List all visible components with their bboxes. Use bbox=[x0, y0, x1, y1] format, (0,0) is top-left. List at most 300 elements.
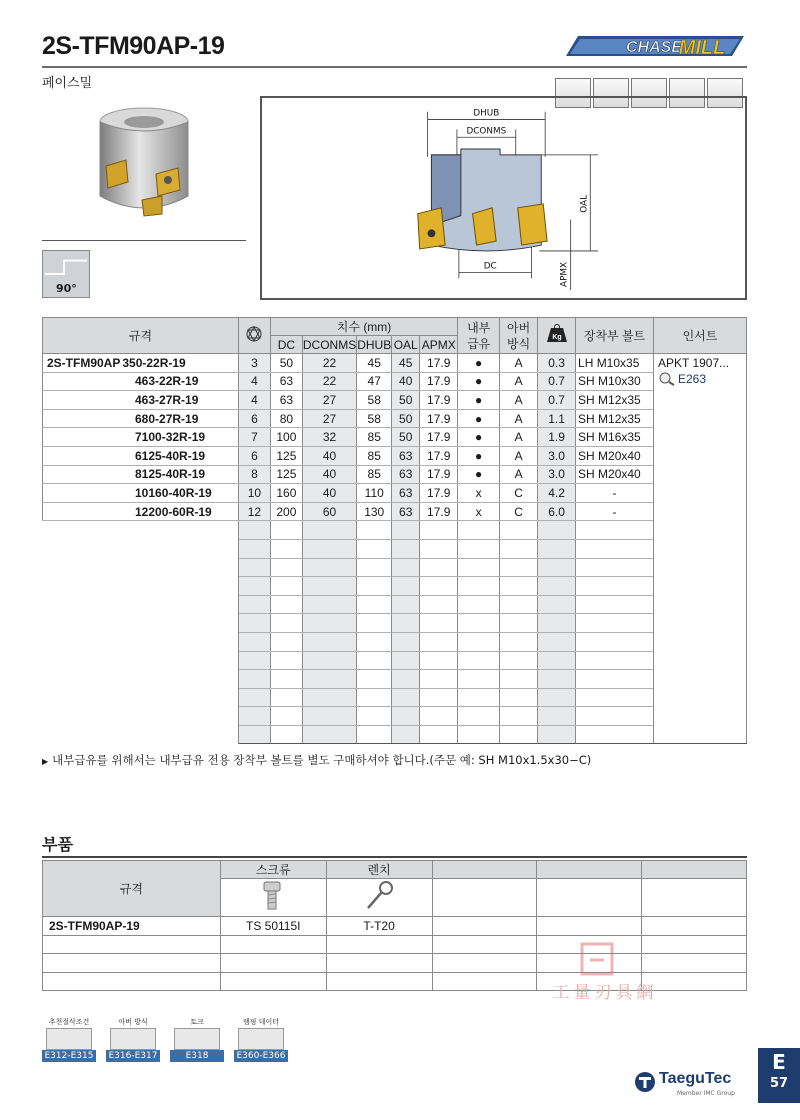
dconms-cell: 40 bbox=[302, 465, 356, 484]
coolant-cell: ● bbox=[458, 428, 500, 447]
z-cell: 3 bbox=[238, 354, 270, 373]
kg-cell: 1.9 bbox=[538, 428, 576, 447]
flutes-header bbox=[238, 318, 270, 354]
dconms-cell bbox=[302, 558, 356, 577]
reference-item[interactable] bbox=[42, 1016, 96, 1062]
arbor-cell: A bbox=[500, 354, 538, 373]
weight-header bbox=[538, 318, 576, 354]
insert-ref-link[interactable] bbox=[658, 372, 744, 386]
coolant-cell: ● bbox=[458, 391, 500, 410]
coolant-note-text: 내부급유를 위해서는 내부급유 전용 장착부 볼트를 별도 구매하셔야 합니다.(주문 예: SH M10x1.5x30−C) bbox=[52, 753, 592, 767]
photo-divider bbox=[42, 240, 246, 241]
spec-cell bbox=[43, 539, 239, 558]
coolant-cell bbox=[458, 614, 500, 633]
z-cell bbox=[238, 521, 270, 540]
bolt-header: 장착부 볼트 bbox=[576, 318, 654, 354]
coolant-cell: ● bbox=[458, 354, 500, 373]
spec-header: 규격 bbox=[43, 318, 239, 354]
table-row bbox=[43, 465, 747, 484]
arbor-cell bbox=[500, 595, 538, 614]
table-row-empty bbox=[43, 651, 747, 670]
oal-cell: 40 bbox=[392, 372, 420, 391]
oal-cell: 45 bbox=[392, 354, 420, 373]
table-row bbox=[43, 354, 747, 373]
dc-cell bbox=[270, 577, 302, 596]
kg-cell: 3.0 bbox=[538, 465, 576, 484]
kg-cell: 3.0 bbox=[538, 446, 576, 465]
z-cell bbox=[238, 688, 270, 707]
apmx-cell bbox=[420, 614, 458, 633]
oal-cell bbox=[392, 688, 420, 707]
dc-cell bbox=[270, 558, 302, 577]
z-cell: 8 bbox=[238, 465, 270, 484]
coolant-cell bbox=[458, 558, 500, 577]
dc-cell: 80 bbox=[270, 409, 302, 428]
dc-cell: 50 bbox=[270, 354, 302, 373]
diagram-apmx-label: APMX bbox=[559, 261, 570, 287]
bolt-cell bbox=[576, 521, 654, 540]
dhub-cell: 110 bbox=[357, 484, 392, 503]
arbor-cell bbox=[500, 632, 538, 651]
screw-icon bbox=[258, 880, 288, 912]
bolt-cell: SH M16x35 bbox=[576, 428, 654, 447]
apmx-cell: 17.9 bbox=[420, 428, 458, 447]
apmx-cell bbox=[420, 577, 458, 596]
arbor-cell bbox=[500, 558, 538, 577]
kg-cell bbox=[538, 707, 576, 726]
dc-cell: 100 bbox=[270, 428, 302, 447]
apmx-cell bbox=[420, 595, 458, 614]
dc-cell: 125 bbox=[270, 446, 302, 465]
coolant-cell: x bbox=[458, 484, 500, 503]
arbor-cell: A bbox=[500, 391, 538, 410]
oal-cell: 50 bbox=[392, 409, 420, 428]
tool-code: 463-22R-19 bbox=[135, 374, 199, 389]
spec-cell bbox=[43, 632, 239, 651]
coolant-cell bbox=[458, 725, 500, 744]
dhub-cell bbox=[357, 577, 392, 596]
dconms-cell bbox=[302, 707, 356, 726]
bolt-cell bbox=[576, 632, 654, 651]
arbor-cell: A bbox=[500, 372, 538, 391]
insert-cell bbox=[653, 354, 746, 744]
dc-cell bbox=[270, 725, 302, 744]
reference-icon bbox=[238, 1028, 284, 1050]
section-letter: E bbox=[772, 1050, 786, 1074]
wrench-icon bbox=[362, 880, 396, 912]
insert-ref: E263 bbox=[677, 372, 707, 386]
oal-cell bbox=[392, 651, 420, 670]
kg-cell bbox=[538, 651, 576, 670]
dc-cell bbox=[270, 539, 302, 558]
kg-cell: 6.0 bbox=[538, 502, 576, 521]
kg-cell: 0.7 bbox=[538, 391, 576, 410]
dc-cell: 63 bbox=[270, 391, 302, 410]
dhub-cell bbox=[357, 670, 392, 689]
kg-cell bbox=[538, 521, 576, 540]
z-cell: 10 bbox=[238, 484, 270, 503]
dhub-cell bbox=[357, 707, 392, 726]
coolant-cell bbox=[458, 670, 500, 689]
spec-cell bbox=[43, 614, 239, 633]
coolant-cell bbox=[458, 577, 500, 596]
z-cell bbox=[238, 707, 270, 726]
oal-cell bbox=[392, 707, 420, 726]
spec-cell bbox=[43, 428, 239, 447]
oal-cell bbox=[392, 670, 420, 689]
screw-image bbox=[220, 879, 326, 917]
dc-cell bbox=[270, 707, 302, 726]
kg-cell: 0.7 bbox=[538, 372, 576, 391]
dc-cell bbox=[270, 651, 302, 670]
svg-text:MILL: MILL bbox=[678, 37, 726, 59]
table-row bbox=[43, 484, 747, 503]
page-number: 57 bbox=[769, 1076, 789, 1091]
table-row-empty bbox=[43, 614, 747, 633]
dhub-cell: 130 bbox=[357, 502, 392, 521]
oal-header: OAL bbox=[393, 337, 418, 352]
z-cell: 6 bbox=[238, 409, 270, 428]
reference-pages: E312-E315 bbox=[42, 1050, 96, 1062]
z-cell bbox=[238, 595, 270, 614]
arbor-cell bbox=[500, 614, 538, 633]
dconms-cell: 22 bbox=[302, 372, 356, 391]
wrench-image bbox=[326, 879, 432, 917]
arbor-cell: A bbox=[500, 446, 538, 465]
apmx-cell bbox=[420, 670, 458, 689]
page-subtitle: 페이스밀 bbox=[42, 76, 93, 91]
dc-cell bbox=[270, 521, 302, 540]
table-row-empty bbox=[43, 670, 747, 689]
kg-cell bbox=[538, 614, 576, 633]
kg-cell bbox=[538, 577, 576, 596]
weight-icon bbox=[545, 324, 569, 344]
apmx-cell: 17.9 bbox=[420, 502, 458, 521]
bolt-cell: SH M12x35 bbox=[576, 391, 654, 410]
arbor-cell: A bbox=[500, 428, 538, 447]
coolant-cell bbox=[458, 651, 500, 670]
wrench-header: 렌치 bbox=[326, 861, 432, 879]
bolt-cell: - bbox=[576, 502, 654, 521]
arbor-cell: A bbox=[500, 409, 538, 428]
table-row-empty bbox=[43, 707, 747, 726]
table-row-empty bbox=[43, 539, 747, 558]
bolt-cell bbox=[576, 707, 654, 726]
magnifier-icon bbox=[658, 372, 676, 386]
reference-icon bbox=[110, 1028, 156, 1050]
oal-cell bbox=[392, 595, 420, 614]
svg-text:CHASE: CHASE bbox=[625, 39, 683, 56]
dc-cell bbox=[270, 670, 302, 689]
dhub-cell bbox=[357, 632, 392, 651]
kg-cell bbox=[538, 688, 576, 707]
spec-cell bbox=[43, 484, 239, 503]
reference-item[interactable] bbox=[234, 1016, 288, 1062]
tool-code: 463-27R-19 bbox=[135, 392, 199, 407]
coolant-note: ▶ 내부급유를 위해서는 내부급유 전용 장착부 볼트를 별도 구매하셔야 합니다.(주문 예: SH M10x1.5x30−C) bbox=[42, 753, 592, 767]
kg-cell bbox=[538, 595, 576, 614]
coolant-header: 내부 급유 bbox=[458, 318, 500, 354]
z-cell: 4 bbox=[238, 391, 270, 410]
oal-cell: 50 bbox=[392, 428, 420, 447]
table-row bbox=[43, 428, 747, 447]
spec-cell bbox=[43, 465, 239, 484]
kg-cell bbox=[538, 632, 576, 651]
arbor-cell bbox=[500, 688, 538, 707]
diagram-dhub-label: DHUB bbox=[473, 108, 500, 119]
angle-label: 90° bbox=[56, 282, 77, 295]
flutes-icon bbox=[244, 324, 264, 344]
spec-cell bbox=[43, 670, 239, 689]
dhub-cell bbox=[357, 595, 392, 614]
dhub-cell bbox=[357, 558, 392, 577]
table-row-empty bbox=[43, 595, 747, 614]
tool-code: 10160-40R-19 bbox=[135, 485, 212, 500]
tool-code: 350-22R-19 bbox=[122, 355, 186, 370]
diagram-dc-label: DC bbox=[483, 261, 497, 272]
bolt-cell: SH M10x30 bbox=[576, 372, 654, 391]
coolant-cell: ● bbox=[458, 372, 500, 391]
apmx-cell bbox=[420, 707, 458, 726]
bolt-cell bbox=[576, 614, 654, 633]
kg-cell: 4.2 bbox=[538, 484, 576, 503]
spec-cell bbox=[43, 446, 239, 465]
reference-item[interactable] bbox=[106, 1016, 160, 1062]
reference-caption: 램핑 데이터 bbox=[242, 1018, 280, 1026]
watermark-text: 工量刃具網 bbox=[552, 983, 658, 1003]
oal-cell bbox=[392, 539, 420, 558]
apmx-cell: 17.9 bbox=[420, 484, 458, 503]
reference-pages: E360-E366 bbox=[234, 1050, 288, 1062]
kg-cell bbox=[538, 558, 576, 577]
apmx-cell: 17.9 bbox=[420, 446, 458, 465]
spec-cell bbox=[43, 409, 239, 428]
reference-links bbox=[42, 1016, 288, 1062]
dconms-cell: 27 bbox=[302, 391, 356, 410]
table-row bbox=[43, 502, 747, 521]
section-tab bbox=[758, 1048, 800, 1103]
dconms-cell: 40 bbox=[302, 484, 356, 503]
dc-header: DC bbox=[270, 336, 302, 354]
apmx-cell: 17.9 bbox=[420, 372, 458, 391]
tool-code: 12200-60R-19 bbox=[135, 504, 212, 519]
dconms-cell bbox=[302, 632, 356, 651]
oal-cell: 50 bbox=[392, 391, 420, 410]
coolant-cell: ● bbox=[458, 446, 500, 465]
oal-cell bbox=[392, 558, 420, 577]
arbor-cell bbox=[500, 577, 538, 596]
table-row-empty bbox=[43, 577, 747, 596]
reference-icon bbox=[46, 1028, 92, 1050]
spec-cell bbox=[43, 707, 239, 726]
wrench-code: T-T20 bbox=[326, 917, 432, 936]
reference-icon bbox=[174, 1028, 220, 1050]
dhub-cell bbox=[357, 539, 392, 558]
brand-name: TaeguTec bbox=[659, 1070, 732, 1087]
coolant-cell: x bbox=[458, 502, 500, 521]
bolt-cell bbox=[576, 558, 654, 577]
apmx-cell bbox=[420, 725, 458, 744]
family-code: 2S-TFM90AP bbox=[47, 355, 121, 370]
parts-divider bbox=[42, 856, 747, 858]
reference-pages: E318 bbox=[170, 1050, 224, 1062]
spec-cell bbox=[43, 521, 239, 540]
oal-cell: 63 bbox=[392, 465, 420, 484]
z-cell: 12 bbox=[238, 502, 270, 521]
z-cell bbox=[238, 539, 270, 558]
reference-caption: 아버 방식 bbox=[118, 1018, 148, 1026]
dconms-cell bbox=[302, 688, 356, 707]
taegutec-logo-icon bbox=[634, 1071, 656, 1093]
dhub-cell: 58 bbox=[357, 409, 392, 428]
parts-row bbox=[43, 917, 747, 936]
apmx-cell bbox=[420, 521, 458, 540]
spec-cell bbox=[43, 502, 239, 521]
dc-cell bbox=[270, 688, 302, 707]
parts-code: 2S-TFM90AP-19 bbox=[43, 917, 221, 936]
table-row bbox=[43, 391, 747, 410]
dconms-cell bbox=[302, 595, 356, 614]
dhub-cell: 85 bbox=[357, 465, 392, 484]
reference-item[interactable] bbox=[170, 1016, 224, 1062]
arbor-cell bbox=[500, 521, 538, 540]
apmx-cell: 17.9 bbox=[420, 465, 458, 484]
z-cell bbox=[238, 614, 270, 633]
dconms-cell: 60 bbox=[302, 502, 356, 521]
dhub-header: DHUB bbox=[357, 337, 392, 352]
insert-code: APKT 1907... bbox=[657, 356, 730, 370]
tool-code: 7100-32R-19 bbox=[135, 430, 206, 445]
oal-cell bbox=[392, 521, 420, 540]
spec-cell bbox=[43, 372, 239, 391]
bolt-cell: SH M12x35 bbox=[576, 409, 654, 428]
z-cell bbox=[238, 558, 270, 577]
spec-cell bbox=[43, 558, 239, 577]
dconms-cell bbox=[302, 725, 356, 744]
apmx-cell bbox=[420, 632, 458, 651]
coolant-cell bbox=[458, 539, 500, 558]
coolant-cell bbox=[458, 707, 500, 726]
oal-cell bbox=[392, 632, 420, 651]
dc-cell: 125 bbox=[270, 465, 302, 484]
dconms-cell bbox=[302, 651, 356, 670]
kg-cell: 1.1 bbox=[538, 409, 576, 428]
arbor-cell bbox=[500, 651, 538, 670]
table-row bbox=[43, 446, 747, 465]
apmx-cell bbox=[420, 539, 458, 558]
tool-code: 680-27R-19 bbox=[135, 411, 199, 426]
table-row-empty bbox=[43, 558, 747, 577]
coolant-cell bbox=[458, 521, 500, 540]
table-row bbox=[43, 372, 747, 391]
dconms-cell bbox=[302, 670, 356, 689]
dc-cell bbox=[270, 632, 302, 651]
diagram-oal-label: OAL bbox=[579, 195, 590, 213]
dconms-cell: 40 bbox=[302, 446, 356, 465]
spec-table bbox=[42, 317, 747, 744]
bolt-cell bbox=[576, 577, 654, 596]
bolt-cell: LH M10x35 bbox=[576, 354, 654, 373]
svg-text:Kg: Kg bbox=[551, 334, 562, 341]
arbor-cell bbox=[500, 725, 538, 744]
z-cell bbox=[238, 577, 270, 596]
z-cell bbox=[238, 670, 270, 689]
brand-subtitle: Member IMC Group bbox=[677, 1090, 735, 1097]
spec-cell bbox=[43, 577, 239, 596]
tool-code: 6125-40R-19 bbox=[135, 448, 206, 463]
apmx-cell bbox=[420, 651, 458, 670]
parts-spec-header: 규격 bbox=[43, 861, 221, 917]
dc-cell bbox=[270, 614, 302, 633]
dc-cell: 63 bbox=[270, 372, 302, 391]
kg-cell bbox=[538, 725, 576, 744]
oal-cell bbox=[392, 614, 420, 633]
kg-cell bbox=[538, 670, 576, 689]
chasemill-logo bbox=[560, 30, 748, 62]
z-cell bbox=[238, 725, 270, 744]
bolt-cell bbox=[576, 651, 654, 670]
dc-cell: 160 bbox=[270, 484, 302, 503]
coolant-cell bbox=[458, 632, 500, 651]
screw-header: 스크류 bbox=[220, 861, 326, 879]
dhub-cell: 85 bbox=[357, 428, 392, 447]
bolt-cell: SH M20x40 bbox=[576, 446, 654, 465]
apmx-cell: 17.9 bbox=[420, 409, 458, 428]
dconms-cell bbox=[302, 577, 356, 596]
dconms-header: DCONMS bbox=[302, 337, 357, 352]
bolt-cell bbox=[576, 688, 654, 707]
kg-cell: 0.3 bbox=[538, 354, 576, 373]
oal-cell: 63 bbox=[392, 446, 420, 465]
spec-cell bbox=[43, 391, 239, 410]
table-row-empty bbox=[43, 725, 747, 744]
arbor-cell: C bbox=[500, 484, 538, 503]
z-cell: 4 bbox=[238, 372, 270, 391]
dc-cell: 200 bbox=[270, 502, 302, 521]
dhub-cell: 85 bbox=[357, 446, 392, 465]
dc-cell bbox=[270, 595, 302, 614]
product-photo bbox=[82, 100, 202, 228]
arbor-cell bbox=[500, 539, 538, 558]
arbor-cell: C bbox=[500, 502, 538, 521]
arbor-header: 아버 방식 bbox=[500, 318, 538, 354]
diagram-dconms-label: DCONMS bbox=[466, 126, 507, 137]
dconms-cell bbox=[302, 521, 356, 540]
dims-header: 치수 (mm) bbox=[270, 318, 457, 336]
coolant-cell bbox=[458, 688, 500, 707]
reference-pages: E316-E317 bbox=[106, 1050, 160, 1062]
table-row-empty bbox=[43, 688, 747, 707]
oal-cell bbox=[392, 577, 420, 596]
arbor-cell bbox=[500, 707, 538, 726]
bolt-cell bbox=[576, 725, 654, 744]
spec-cell bbox=[43, 354, 239, 373]
bolt-cell: SH M20x40 bbox=[576, 465, 654, 484]
spec-cell bbox=[43, 651, 239, 670]
apmx-cell: 17.9 bbox=[420, 391, 458, 410]
table-row bbox=[43, 409, 747, 428]
coolant-cell bbox=[458, 595, 500, 614]
arbor-cell: A bbox=[500, 465, 538, 484]
dhub-cell bbox=[357, 725, 392, 744]
spec-cell bbox=[43, 688, 239, 707]
tool-code: 8125-40R-19 bbox=[135, 467, 206, 482]
kg-cell bbox=[538, 539, 576, 558]
screw-code: TS 50115I bbox=[220, 917, 326, 936]
bolt-cell bbox=[576, 670, 654, 689]
dimension-diagram bbox=[260, 96, 747, 300]
dhub-cell bbox=[357, 688, 392, 707]
